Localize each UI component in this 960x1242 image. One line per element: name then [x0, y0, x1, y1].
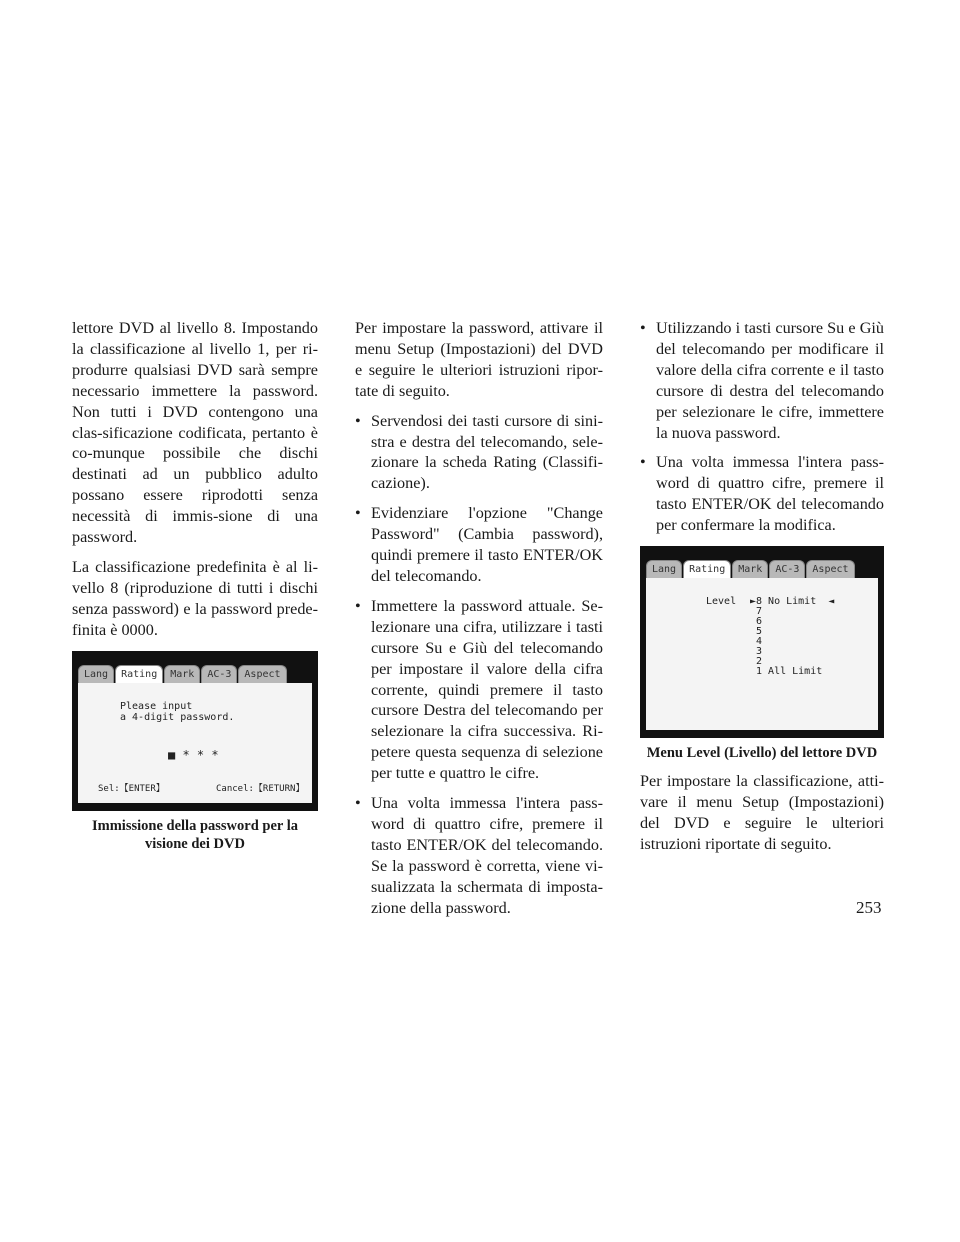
steps-list-continued — [640, 318, 884, 536]
column-middle — [355, 318, 603, 927]
list-item — [355, 793, 603, 918]
level-option-5: 5 — [750, 626, 763, 638]
tab-aspect: Aspect — [238, 665, 286, 683]
level-option-7: 7 — [750, 606, 763, 618]
level-option-6: 6 — [750, 616, 763, 628]
column-right — [640, 318, 884, 864]
select-hint: Sel:【ENTER】 — [98, 783, 165, 794]
tab-aspect: Aspect — [806, 560, 854, 578]
list-item — [355, 596, 603, 784]
prompt-line-2: a 4-digit password. — [120, 711, 235, 723]
tab-mark: Mark — [732, 560, 768, 578]
list-item-text: Servendosi dei tasti cursore di sini-stra e destra del telecomando, sele-zionare la scheda Rating (Classifi-cazione). — [371, 411, 603, 493]
list-item-text: Immettere la password attuale. Se-lezionare una cifra, utilizzare i tasti cursore Su e Giù del telecomando per impostare il valore della cifra corrente, quindi premere il tasto cursore Destra del telecomando per selezionare la cifra successiva. Ri-petere questa sequenza di selezione per tutte e quattro le cifre. — [371, 596, 603, 783]
bullet-icon: • — [355, 411, 361, 430]
bullet-icon: • — [355, 504, 361, 523]
bullet-icon: • — [355, 794, 361, 813]
bullet-icon: • — [355, 596, 361, 615]
menu-tabs — [78, 665, 312, 683]
paragraph-rating-level-8: lettore DVD al livello 8. Impostando la classificazione al livello 1, per ri-produrre qualsiasi DVD sarà sempre necessario immettere la password. Non tutti i DVD contengono una clas-sificazione codificata, pertanto è co-munque possibile che dischi destinati ad un pubblico adulto possano essere riprodotti senza necessità di immis-sione di una password. — [72, 319, 318, 547]
paragraph-set-password: Per impostare la password, attivare il menu Setup (Impostazioni) del DVD e seguire le ulteriori istruzioni ripor-tate di seguito. — [355, 319, 603, 400]
password-mask: ■ * * * — [168, 747, 219, 762]
tab-lang: Lang — [646, 560, 682, 578]
tab-ac3: AC-3 — [201, 665, 237, 683]
tab-lang: Lang — [78, 665, 114, 683]
tab-rating: Rating — [115, 665, 163, 683]
paragraph-set-rating: Per impostare la classificazione, atti-vare il menu Setup (Impostazioni) del DVD e seguire le ulteriori istruzioni riportate di seguito. — [640, 772, 884, 853]
level-option-3: 3 — [750, 646, 763, 658]
list-item — [355, 503, 603, 587]
list-item-text: Una volta immessa l'intera pass-word di quattro cifre, premere il tasto ENTER/OK del telecomando. Se la password è corretta, viene vi-sualizzata la schermata di imposta-zione della password. — [371, 794, 603, 917]
page-number: 253 — [856, 898, 882, 917]
figure-caption-password: Immissione della password per la visione dei DVD — [92, 817, 298, 852]
list-item-text: Una volta immessa l'intera pass-word di quattro cifre, premere il tasto ENTER/OK del telecomando per confermare la modifica. — [656, 453, 884, 535]
prompt-line-1: Please input — [120, 700, 193, 712]
level-menu-figure — [640, 546, 884, 738]
level-option-2: 2 — [750, 656, 763, 668]
tab-ac3: AC-3 — [769, 560, 805, 578]
list-item — [355, 411, 603, 495]
bullet-icon: • — [640, 453, 646, 472]
level-option-1: 1 All Limit — [750, 666, 823, 678]
password-screen — [78, 683, 312, 803]
cancel-hint: Cancel:【RETURN】 — [216, 783, 305, 794]
level-option-4: 4 — [750, 636, 763, 648]
list-item — [640, 318, 884, 443]
column-left — [72, 318, 318, 853]
tab-mark: Mark — [164, 665, 200, 683]
list-item — [640, 452, 884, 536]
paragraph-default-rating: La classificazione predefinita è al li-vello 8 (riproduzione di tutti i dischi senza password) e la password prede-finita è 0000. — [72, 557, 318, 639]
level-screen — [646, 578, 878, 730]
bullet-icon: • — [640, 319, 646, 337]
level-option-8: ►8 No Limit ◄ — [750, 596, 835, 608]
list-item-text: Utilizzando i tasti cursore Su e Giù del telecomando per modificare il valore della cifra corrente e il tasto cursore di destra del telecomando per selezionare le cifre, immettere la nuova password. — [656, 319, 884, 442]
menu-tabs — [646, 560, 878, 578]
steps-list — [355, 411, 603, 919]
tab-rating: Rating — [683, 560, 731, 578]
figure-caption-level: Menu Level (Livello) del lettore DVD — [646, 745, 878, 762]
level-label: Level — [706, 596, 737, 608]
list-item-text: Evidenziare l'opzione "Change Password" (Cambia password), quindi premere il tasto ENTER/OK del telecomando. — [371, 504, 603, 585]
password-screen-figure — [72, 651, 318, 811]
